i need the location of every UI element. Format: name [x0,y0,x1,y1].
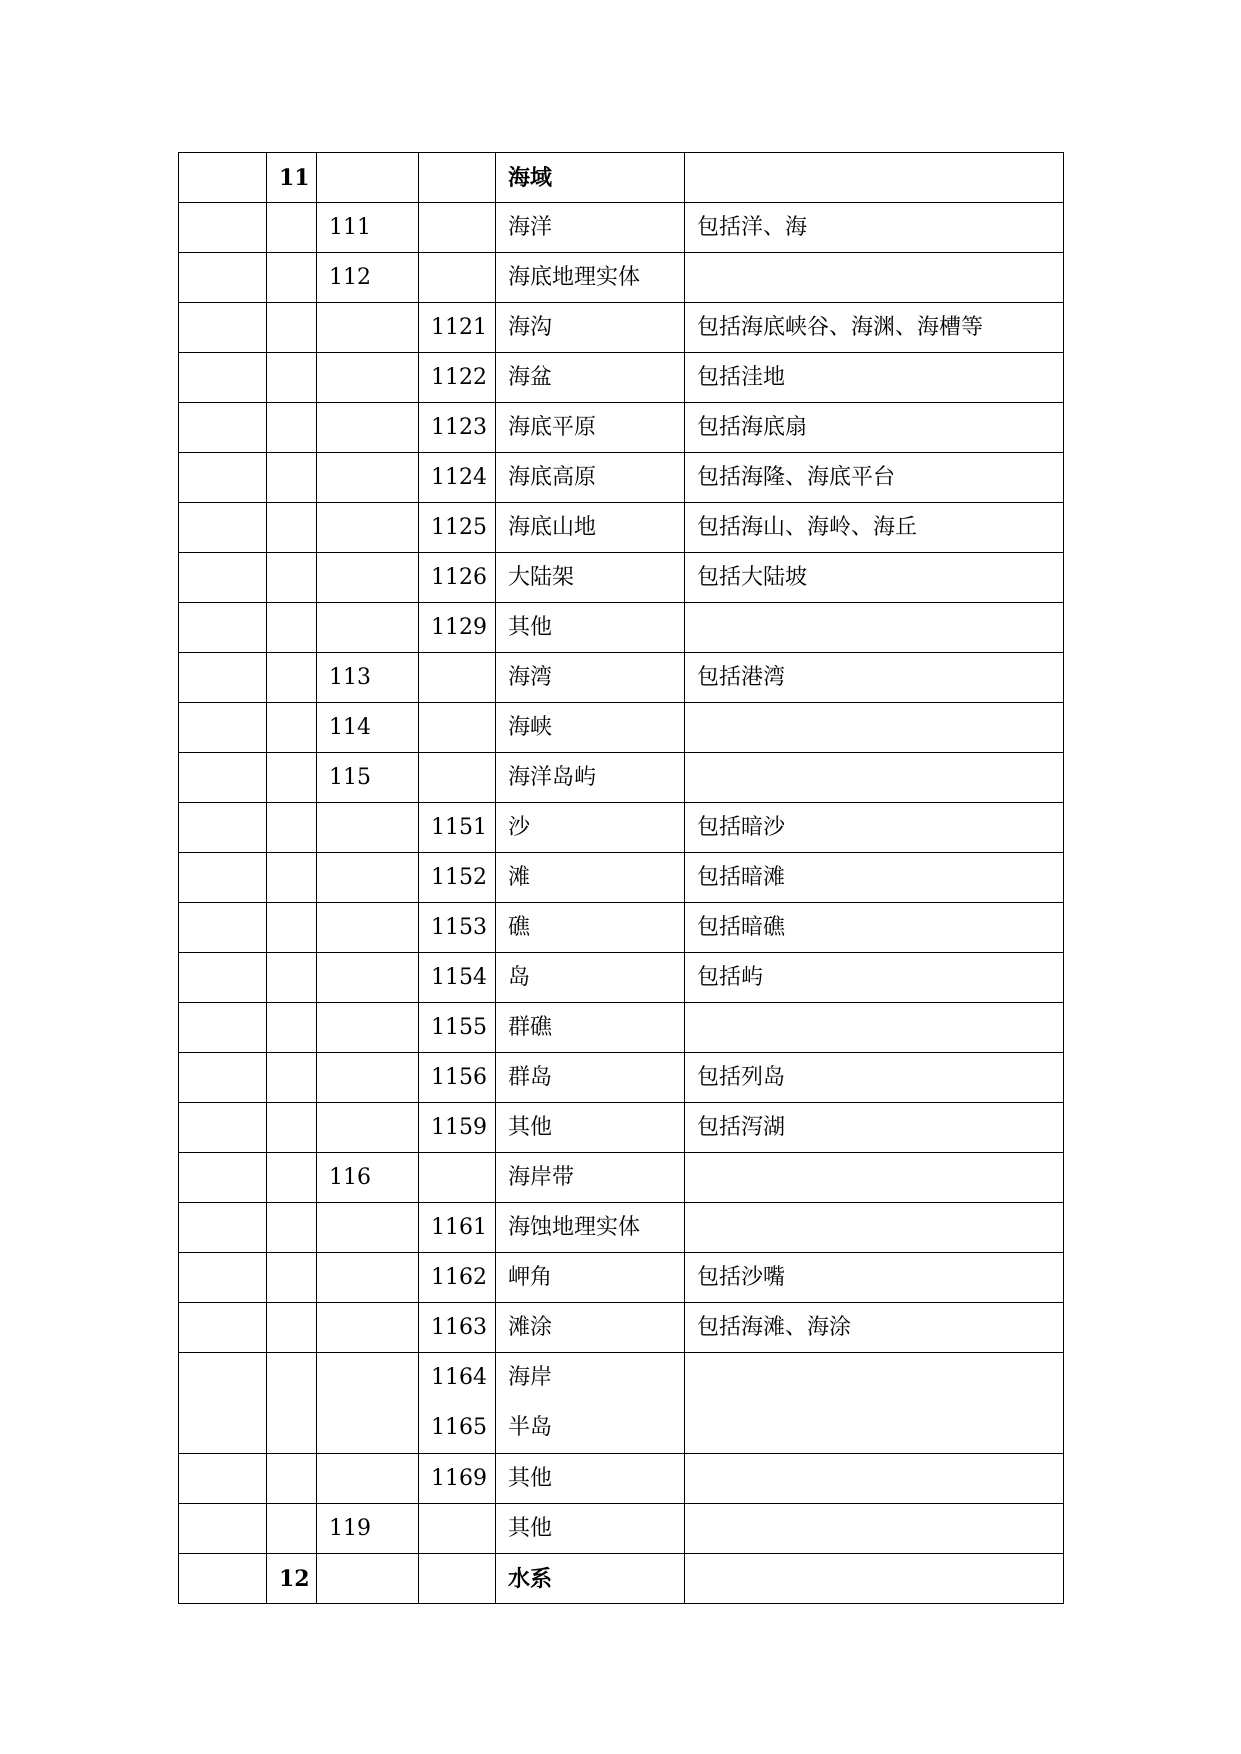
level2-code-cell [267,753,317,803]
description-cell: 包括海底扇 [685,403,1064,453]
level3-code-cell [317,403,419,453]
level4-code-cell [419,653,496,703]
description-cell: 包括海隆、海底平台 [685,453,1064,503]
table-row [179,853,1064,903]
table-row [179,353,1064,403]
category-name-cell: 礁 [496,903,685,953]
level2-code-cell [267,353,317,403]
table-row [179,1454,1064,1504]
description-cell [685,153,1064,203]
level1-code-cell [179,1053,267,1103]
level1-code-cell [179,1253,267,1303]
description-cell [685,253,1064,303]
level2-code-cell [267,553,317,603]
level1-code-cell [179,353,267,403]
level4-code-cell [419,203,496,253]
level2-code-cell [267,1203,317,1253]
category-name-cell: 其他 [496,1454,685,1504]
level4-code-cell: 1169 [419,1454,496,1504]
level1-code-cell [179,853,267,903]
table-row [179,653,1064,703]
description-cell [685,1504,1064,1554]
level3-code-cell: 116 [317,1153,419,1203]
table-row [179,553,1064,603]
category-name-cell: 海洋 [496,203,685,253]
level2-code-cell [267,253,317,303]
level3-code-cell [317,1353,419,1454]
description-cell [685,1203,1064,1253]
code-value: 1164 [431,1365,487,1390]
level1-code-cell [179,603,267,653]
name-value: 半岛 [508,1415,553,1440]
level3-code-cell [317,503,419,553]
level4-code-cell [419,253,496,303]
category-name-cell: 海底平原 [496,403,685,453]
level3-code-cell [317,903,419,953]
level4-code-cell: 1151 [419,803,496,853]
level3-code-cell [317,1303,419,1353]
name-value: 海岸 [508,1365,553,1390]
level2-code-cell: 11 [267,153,317,203]
level4-code-cell: 1152 [419,853,496,903]
level1-code-cell [179,703,267,753]
level3-code-cell [317,1253,419,1303]
table-row [179,1003,1064,1053]
description-cell: 包括港湾 [685,653,1064,703]
level1-code-cell [179,1153,267,1203]
category-name-cell: 海底高原 [496,453,685,503]
category-name-cell: 群礁 [496,1003,685,1053]
level2-code-cell [267,603,317,653]
level2-code-cell: 12 [267,1554,317,1604]
description-cell [685,753,1064,803]
level4-code-cell: 1159 [419,1103,496,1153]
category-name-cell: 滩涂 [496,1303,685,1353]
level1-code-cell [179,903,267,953]
level4-code-cell: 1124 [419,453,496,503]
level1-code-cell [179,1003,267,1053]
category-name-cell: 海蚀地理实体 [496,1203,685,1253]
level1-code-cell [179,1504,267,1554]
description-cell: 包括暗滩 [685,853,1064,903]
level1-code-cell [179,753,267,803]
level3-code-cell [317,353,419,403]
table-row [179,453,1064,503]
level2-code-cell [267,503,317,553]
category-name-cell: 群岛 [496,1053,685,1103]
level1-code-cell [179,1203,267,1253]
category-name-cell: 岬角 [496,1253,685,1303]
level1-code-cell [179,1353,267,1454]
level1-code-cell [179,553,267,603]
level3-code-cell [317,553,419,603]
level3-code-cell: 114 [317,703,419,753]
level1-code-cell [179,1103,267,1153]
level2-code-cell [267,1504,317,1554]
level3-code-cell [317,1103,419,1153]
description-cell [685,603,1064,653]
description-cell: 包括泻湖 [685,1103,1064,1153]
description-cell: 包括暗沙 [685,803,1064,853]
level4-code-cell: 1126 [419,553,496,603]
level1-code-cell [179,503,267,553]
level3-code-cell: 115 [317,753,419,803]
level2-code-cell [267,653,317,703]
table-row [179,1353,1064,1454]
level4-code-cell [419,1554,496,1604]
description-cell: 包括屿 [685,953,1064,1003]
level4-code-cell: 1156 [419,1053,496,1103]
level2-code-cell [267,453,317,503]
category-name-cell: 其他 [496,1103,685,1153]
level1-code-cell [179,1554,267,1604]
table-row [179,1303,1064,1353]
category-name-cell: 其他 [496,603,685,653]
level1-code-cell [179,403,267,453]
level4-code-cell: 1122 [419,353,496,403]
level4-code-cell: 1163 [419,1303,496,1353]
level4-code-cell [419,1153,496,1203]
description-cell: 包括海滩、海涂 [685,1303,1064,1353]
level3-code-cell [317,803,419,853]
level3-code-cell: 111 [317,203,419,253]
level4-code-cell [419,1353,496,1454]
category-name-cell: 海湾 [496,653,685,703]
level4-code-cell [419,1504,496,1554]
level4-code-cell: 1129 [419,603,496,653]
description-cell [685,1554,1064,1604]
category-name-cell: 岛 [496,953,685,1003]
level3-code-cell [317,1454,419,1504]
table-row [179,603,1064,653]
description-cell: 包括海山、海岭、海丘 [685,503,1064,553]
level2-code-cell [267,1003,317,1053]
level1-code-cell [179,153,267,203]
level2-code-cell [267,853,317,903]
table-row [179,803,1064,853]
table-row [179,1053,1064,1103]
category-name-cell: 海域 [496,153,685,203]
category-name-cell: 海洋岛屿 [496,753,685,803]
level3-code-cell [317,453,419,503]
table-row [179,153,1064,203]
category-name-cell: 水系 [496,1554,685,1604]
level4-code-cell [419,703,496,753]
level1-code-cell [179,953,267,1003]
level3-code-cell [317,303,419,353]
description-cell [685,703,1064,753]
level2-code-cell [267,1454,317,1504]
level2-code-cell [267,1353,317,1454]
level4-code-cell: 1123 [419,403,496,453]
category-name-cell: 海底地理实体 [496,253,685,303]
level3-code-cell [317,853,419,903]
table-row [179,1153,1064,1203]
table-row [179,403,1064,453]
category-name-cell: 海底山地 [496,503,685,553]
level2-code-cell [267,953,317,1003]
category-name-cell [496,1353,685,1454]
level3-code-cell [317,1203,419,1253]
table-row [179,953,1064,1003]
code-value: 1165 [431,1415,487,1440]
level1-code-cell [179,253,267,303]
description-cell [685,1003,1064,1053]
table-row [179,1203,1064,1253]
table-row [179,753,1064,803]
table-row [179,1253,1064,1303]
level1-code-cell [179,803,267,853]
level2-code-cell [267,1253,317,1303]
level4-code-cell: 1155 [419,1003,496,1053]
level3-code-cell: 119 [317,1504,419,1554]
level2-code-cell [267,703,317,753]
level3-code-cell [317,1003,419,1053]
level2-code-cell [267,803,317,853]
level4-code-cell [419,153,496,203]
table-row [179,1504,1064,1554]
level4-code-cell: 1153 [419,903,496,953]
level4-code-cell: 1154 [419,953,496,1003]
description-cell [685,1454,1064,1504]
level4-code-cell: 1161 [419,1203,496,1253]
table-body [179,153,1064,1604]
table-row [179,253,1064,303]
table-row [179,303,1064,353]
category-name-cell: 其他 [496,1504,685,1554]
level1-code-cell [179,1454,267,1504]
level3-code-cell [317,153,419,203]
category-name-cell: 大陆架 [496,553,685,603]
category-name-cell: 滩 [496,853,685,903]
table-row [179,903,1064,953]
level4-code-cell [419,753,496,803]
category-name-cell: 海峡 [496,703,685,753]
table-row [179,1554,1064,1604]
description-cell: 包括洋、海 [685,203,1064,253]
level1-code-cell [179,1303,267,1353]
level3-code-cell: 112 [317,253,419,303]
level2-code-cell [267,1103,317,1153]
level3-code-cell [317,603,419,653]
level1-code-cell [179,203,267,253]
table-row [179,503,1064,553]
description-cell: 包括大陆坡 [685,553,1064,603]
level1-code-cell [179,453,267,503]
description-cell: 包括列岛 [685,1053,1064,1103]
level4-code-cell: 1125 [419,503,496,553]
table-row [179,1103,1064,1153]
level2-code-cell [267,1303,317,1353]
level4-code-cell: 1121 [419,303,496,353]
level3-code-cell [317,1053,419,1103]
level2-code-cell [267,203,317,253]
level2-code-cell [267,403,317,453]
description-cell: 包括洼地 [685,353,1064,403]
description-cell [685,1153,1064,1203]
description-cell: 包括海底峡谷、海渊、海槽等 [685,303,1064,353]
table-row [179,703,1064,753]
description-cell [685,1353,1064,1454]
level2-code-cell [267,1053,317,1103]
level3-code-cell [317,953,419,1003]
level3-code-cell [317,1554,419,1604]
description-cell: 包括沙嘴 [685,1253,1064,1303]
category-name-cell: 海岸带 [496,1153,685,1203]
category-name-cell: 海盆 [496,353,685,403]
level4-code-cell: 1162 [419,1253,496,1303]
level1-code-cell [179,653,267,703]
table-row [179,203,1064,253]
category-name-cell: 沙 [496,803,685,853]
level2-code-cell [267,303,317,353]
level2-code-cell [267,1153,317,1203]
level2-code-cell [267,903,317,953]
level1-code-cell [179,303,267,353]
classification-code-table [178,152,1064,1604]
category-name-cell: 海沟 [496,303,685,353]
description-cell: 包括暗礁 [685,903,1064,953]
level3-code-cell: 113 [317,653,419,703]
